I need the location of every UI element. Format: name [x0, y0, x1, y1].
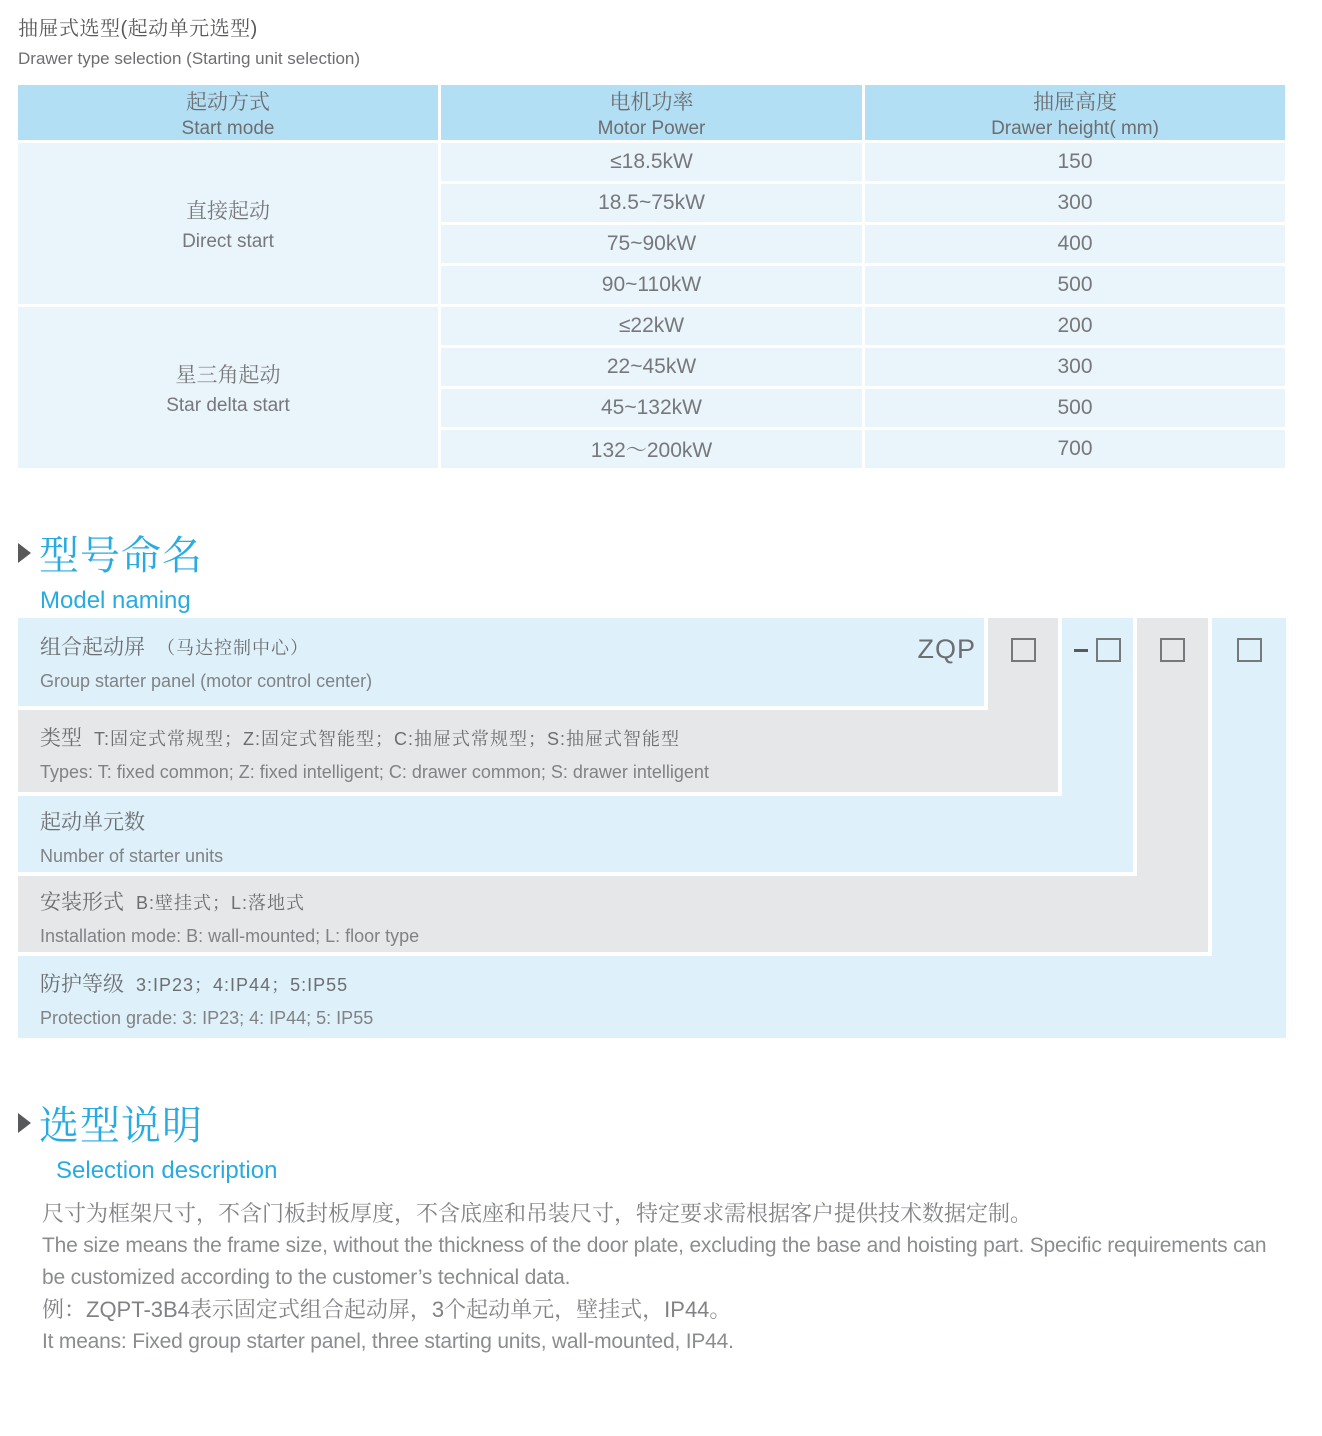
model-code-prefix: ZQP [917, 634, 976, 664]
col-header-zh: 抽屉高度 [1033, 90, 1117, 114]
power-cell: 90~110kW [441, 266, 862, 304]
naming-row-zh-label: 起动单元数 [40, 811, 145, 834]
height-cell: 500 [865, 389, 1285, 427]
height-cell: 700 [865, 430, 1285, 468]
mode-cell-direct-start [18, 143, 438, 304]
power-cell: 132～200kW [441, 430, 862, 468]
col-header-zh: 电机功率 [609, 90, 694, 114]
col-header-motor-power [441, 85, 862, 140]
height-cell: 300 [865, 184, 1285, 222]
description-paragraph: 例：ZQPT-3B4表示固定式组合起动屏，3个起动单元，壁挂式，IP44。 [42, 1297, 732, 1322]
model-naming-heading [18, 524, 203, 615]
mode-en: Direct start [182, 230, 274, 252]
naming-row-zh-detail: 3:IP23；4:IP44；5:IP55 [136, 975, 349, 995]
power-cell: 18.5~75kW [441, 184, 862, 222]
mode-cell-star-delta-start [18, 307, 438, 468]
power-cell: 45~132kW [441, 389, 862, 427]
page-title-zh: 抽屉式选型(起动单元选型) [18, 18, 258, 40]
selection-description-body [42, 1198, 1290, 1358]
naming-row-protection-grade [18, 956, 1286, 1038]
description-paragraph: It means: Fixed group starter panel, three starting units, wall-mounted, IP44. [42, 1330, 734, 1353]
power-cell: ≤22kW [441, 307, 862, 345]
heading-en: Selection description [56, 1157, 278, 1184]
drawer-selection-table [18, 85, 1285, 468]
code-dash-icon [1074, 649, 1088, 652]
col-header-start-mode [18, 85, 438, 140]
height-cell: 400 [865, 225, 1285, 263]
heading-zh: 选型说明 [39, 1104, 203, 1148]
naming-row-zh-label: 类型 [40, 727, 82, 750]
description-paragraph: 尺寸为框架尺寸，不含门板封板厚度，不含底座和吊装尺寸，特定要求需根据客户提供技术数据定制。 [42, 1201, 1033, 1226]
naming-row-zh-label: 防护等级 [40, 973, 124, 996]
mode-en: Star delta start [166, 394, 290, 416]
height-cell: 300 [865, 348, 1285, 386]
page-title-en: Drawer type selection (Starting unit selection) [18, 49, 361, 68]
naming-row-en: Group starter panel (motor control center) [40, 671, 373, 691]
naming-row-types [18, 710, 1058, 792]
col-header-en: Motor Power [597, 117, 706, 139]
height-cell: 200 [865, 307, 1285, 345]
placeholder-box-icon [1096, 638, 1121, 662]
naming-row-en: Number of starter units [40, 846, 224, 866]
power-cell: ≤18.5kW [441, 143, 862, 181]
triangle-bullet-icon [18, 543, 31, 563]
naming-row-zh-label: 组合起动屏 [40, 636, 145, 659]
power-cell: 75~90kW [441, 225, 862, 263]
heading-zh: 型号命名 [39, 534, 203, 578]
description-paragraph: The size means the frame size, without the thickness of the door plate, excluding the base and hoisting part. Specific requirements can be customized according to the customer’s technical data. [42, 1234, 1267, 1289]
naming-row-zh-detail: （马达控制中心） [157, 638, 309, 658]
col-header-drawer-height [865, 85, 1285, 140]
mode-zh: 直接起动 [186, 199, 270, 223]
placeholder-box-icon [1011, 638, 1036, 662]
selection-description-heading [18, 1094, 277, 1185]
naming-row-zh-detail: B:壁挂式；L:落地式 [136, 893, 306, 913]
naming-row-en: Protection grade: 3: IP23; 4: IP44; 5: IP55 [40, 1008, 374, 1028]
col-header-zh: 起动方式 [186, 90, 270, 114]
naming-row-zh-label: 安装形式 [40, 891, 124, 914]
doc-header [18, 12, 360, 69]
heading-en: Model naming [40, 587, 191, 614]
mode-zh: 星三角起动 [175, 363, 281, 387]
naming-row-installation-mode [18, 876, 1208, 952]
placeholder-box-icon [1237, 638, 1262, 662]
triangle-bullet-icon [18, 1113, 31, 1133]
placeholder-box-icon [1160, 638, 1185, 662]
height-cell: 500 [865, 266, 1285, 304]
col-header-en: Drawer height( mm) [991, 117, 1159, 139]
power-cell: 22~45kW [441, 348, 862, 386]
naming-row-en: Types: T: fixed common; Z: fixed intelligent; C: drawer common; S: drawer intelligent [40, 762, 709, 782]
model-naming-diagram [18, 618, 1288, 1038]
naming-row-starter-units [18, 796, 1133, 872]
height-cell: 150 [865, 143, 1285, 181]
naming-row-zh-detail: T:固定式常规型；Z:固定式智能型；C:抽屉式常规型；S:抽屉式智能型 [94, 729, 681, 749]
naming-row-en: Installation mode: B: wall-mounted; L: floor type [40, 926, 420, 946]
col-header-en: Start mode [181, 117, 275, 139]
